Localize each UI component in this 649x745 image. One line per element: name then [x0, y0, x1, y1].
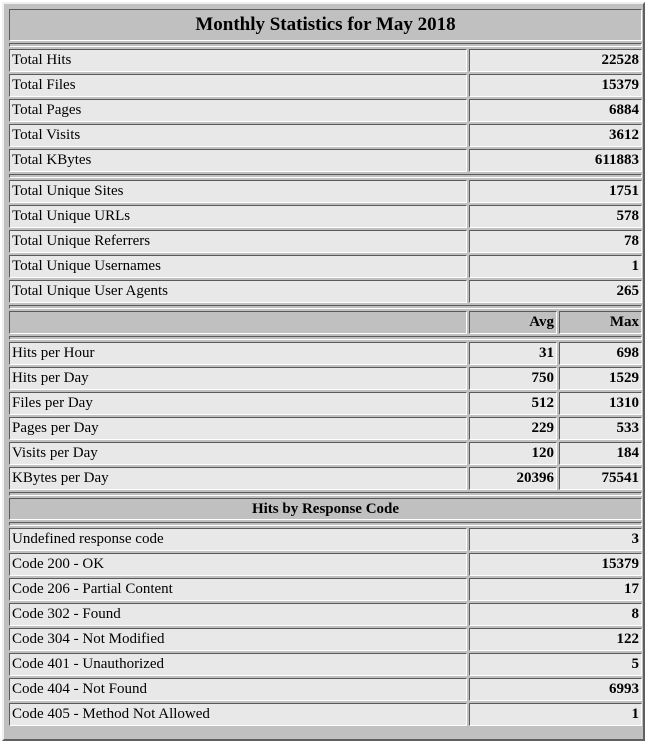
max-value: 698 — [559, 342, 642, 365]
response-label: Code 206 - Partial Content — [9, 578, 467, 601]
stat-label: Total Visits — [9, 124, 467, 147]
max-value: 1310 — [559, 392, 642, 415]
separator — [9, 43, 642, 47]
response-label: Code 401 - Unauthorized — [9, 653, 467, 676]
avgmax-row — [9, 392, 642, 415]
stat-value: 265 — [469, 280, 642, 303]
response-row — [9, 528, 642, 551]
avg-value: 750 — [469, 367, 557, 390]
response-value: 122 — [469, 628, 642, 651]
response-label: Code 405 - Method Not Allowed — [9, 703, 467, 726]
response-value: 17 — [469, 578, 642, 601]
avgmax-header-row — [9, 311, 642, 334]
avgmax-header-blank — [9, 311, 467, 334]
avg-value: 31 — [469, 342, 557, 365]
stat-label: Total Hits — [9, 49, 467, 72]
response-row — [9, 653, 642, 676]
avg-value: 120 — [469, 442, 557, 465]
avgmax-row — [9, 467, 642, 490]
response-label: Code 200 - OK — [9, 553, 467, 576]
avg-value: 229 — [469, 417, 557, 440]
stat-row — [9, 74, 642, 97]
stat-label: Total Unique User Agents — [9, 280, 467, 303]
response-section-title: Hits by Response Code — [9, 498, 642, 520]
avg-header: Avg — [469, 311, 557, 334]
separator — [9, 305, 642, 309]
max-value: 533 — [559, 417, 642, 440]
stat-label: Total Unique Sites — [9, 180, 467, 203]
separator-cell — [9, 522, 642, 526]
stat-row — [9, 205, 642, 228]
stat-value: 22528 — [469, 49, 642, 72]
avgmax-row — [9, 417, 642, 440]
response-value: 5 — [469, 653, 642, 676]
stat-value: 78 — [469, 230, 642, 253]
stat-row — [9, 280, 642, 303]
stat-value: 1 — [469, 255, 642, 278]
response-label: Code 404 - Not Found — [9, 678, 467, 701]
avgmax-row — [9, 342, 642, 365]
avgmax-row — [9, 367, 642, 390]
response-row — [9, 553, 642, 576]
avg-value: 20396 — [469, 467, 557, 490]
response-label: Undefined response code — [9, 528, 467, 551]
separator — [9, 336, 642, 340]
separator-cell — [9, 43, 642, 47]
max-value: 184 — [559, 442, 642, 465]
stat-row — [9, 149, 642, 172]
stat-value: 6884 — [469, 99, 642, 122]
stat-label: Total Unique URLs — [9, 205, 467, 228]
separator — [9, 174, 642, 178]
avgmax-label: Files per Day — [9, 392, 467, 415]
stat-label: Total Unique Referrers — [9, 230, 467, 253]
response-value: 3 — [469, 528, 642, 551]
stat-label: Total Unique Usernames — [9, 255, 467, 278]
stat-row — [9, 255, 642, 278]
stat-row — [9, 99, 642, 122]
stat-value: 1751 — [469, 180, 642, 203]
response-label: Code 304 - Not Modified — [9, 628, 467, 651]
stat-value: 3612 — [469, 124, 642, 147]
max-value: 75541 — [559, 467, 642, 490]
avgmax-label: Hits per Hour — [9, 342, 467, 365]
stat-row — [9, 230, 642, 253]
max-value: 1529 — [559, 367, 642, 390]
separator-cell — [9, 336, 642, 340]
avgmax-label: Pages per Day — [9, 417, 467, 440]
stat-row — [9, 180, 642, 203]
avgmax-label: Visits per Day — [9, 442, 467, 465]
stat-value: 15379 — [469, 74, 642, 97]
response-row — [9, 578, 642, 601]
response-row — [9, 703, 642, 726]
stat-label: Total Pages — [9, 99, 467, 122]
response-value: 1 — [469, 703, 642, 726]
max-header: Max — [559, 311, 642, 334]
stat-value: 611883 — [469, 149, 642, 172]
separator — [9, 522, 642, 526]
stat-label: Total KBytes — [9, 149, 467, 172]
stat-value: 578 — [469, 205, 642, 228]
response-value: 15379 — [469, 553, 642, 576]
avgmax-label: KBytes per Day — [9, 467, 467, 490]
page-title: Monthly Statistics for May 2018 — [9, 9, 642, 41]
response-row — [9, 628, 642, 651]
separator-cell — [9, 305, 642, 309]
stat-label: Total Files — [9, 74, 467, 97]
avg-value: 512 — [469, 392, 557, 415]
avgmax-row — [9, 442, 642, 465]
avgmax-label: Hits per Day — [9, 367, 467, 390]
stat-row — [9, 124, 642, 147]
stats-frame — [2, 2, 645, 741]
response-label: Code 302 - Found — [9, 603, 467, 626]
separator — [9, 492, 642, 496]
response-row — [9, 678, 642, 701]
response-row — [9, 603, 642, 626]
separator-cell — [9, 174, 642, 178]
stat-row — [9, 49, 642, 72]
separator-cell — [9, 492, 642, 496]
monthly-stats-table — [7, 7, 644, 728]
title-row — [9, 9, 642, 41]
response-value: 6993 — [469, 678, 642, 701]
response-value: 8 — [469, 603, 642, 626]
response-header-row — [9, 498, 642, 520]
